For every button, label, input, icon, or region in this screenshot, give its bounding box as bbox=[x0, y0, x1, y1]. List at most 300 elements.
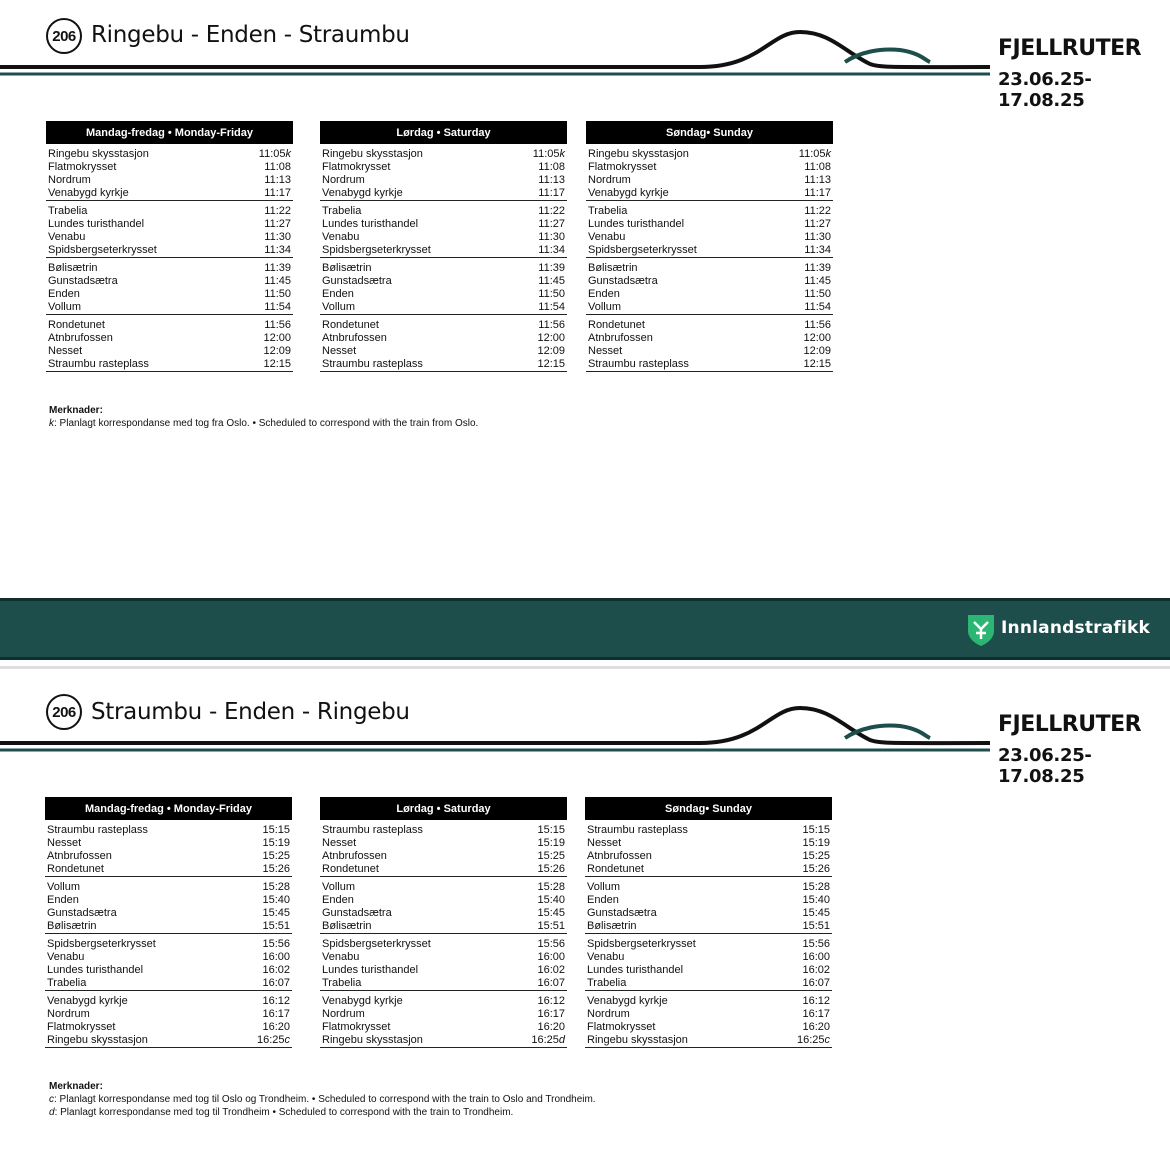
time-value: 12:15 bbox=[803, 358, 831, 370]
departure-time bbox=[259, 148, 291, 161]
departure-time bbox=[264, 319, 291, 332]
time-value: 12:00 bbox=[263, 332, 291, 344]
stop-name: Spidsbergseterkrysset bbox=[588, 244, 697, 256]
table-row bbox=[587, 1034, 830, 1047]
time-value: 11:39 bbox=[264, 262, 291, 274]
time-value: 16:17 bbox=[802, 1008, 830, 1020]
departure-time bbox=[262, 977, 290, 990]
departure-time bbox=[802, 951, 830, 964]
table-row bbox=[322, 863, 565, 876]
departure-time bbox=[262, 964, 290, 977]
table-row bbox=[322, 920, 565, 933]
stop-name: Lundes turisthandel bbox=[47, 964, 144, 976]
departure-time bbox=[802, 881, 830, 894]
stop-group bbox=[586, 147, 833, 201]
brand-band bbox=[0, 598, 1170, 660]
stop-name: Nesset bbox=[322, 345, 357, 357]
stop-group bbox=[46, 261, 293, 315]
departure-time bbox=[531, 1034, 565, 1047]
departure-time bbox=[802, 1021, 830, 1034]
time-value: 16:07 bbox=[802, 977, 830, 989]
departure-time bbox=[537, 977, 565, 990]
stop-group bbox=[320, 937, 567, 991]
time-value: 12:00 bbox=[537, 332, 565, 344]
table-row bbox=[322, 850, 565, 863]
departure-time bbox=[262, 1008, 290, 1021]
departure-time bbox=[264, 161, 291, 174]
table-row bbox=[322, 262, 565, 275]
remark-line bbox=[49, 417, 478, 430]
departure-time bbox=[264, 218, 291, 231]
table-row bbox=[322, 301, 565, 314]
departure-time bbox=[537, 850, 565, 863]
table-row bbox=[48, 301, 291, 314]
table-row bbox=[588, 319, 831, 332]
stop-name: Nordrum bbox=[587, 1008, 630, 1020]
time-value: 15:40 bbox=[537, 894, 565, 906]
table-row bbox=[322, 345, 565, 358]
departure-time bbox=[802, 920, 830, 933]
stop-name: Gunstadsætra bbox=[322, 275, 392, 287]
stop-group bbox=[586, 318, 833, 372]
stop-name: Flatmokrysset bbox=[322, 161, 391, 173]
time-value: 11:05 bbox=[798, 148, 826, 160]
table-row bbox=[47, 977, 290, 990]
innlandstrafikk-logo-text: Innlandstrafikk bbox=[1001, 618, 1151, 638]
stop-name: Venabygd kyrkje bbox=[588, 187, 669, 199]
time-value: 15:45 bbox=[537, 907, 565, 919]
note-marker: k bbox=[285, 148, 291, 160]
time-value: 15:25 bbox=[802, 850, 830, 862]
table-row bbox=[322, 995, 565, 1008]
table-row bbox=[587, 1021, 830, 1034]
time-value: 16:12 bbox=[262, 995, 290, 1007]
time-value: 11:22 bbox=[264, 205, 291, 217]
stop-name: Enden bbox=[322, 894, 354, 906]
table-row bbox=[48, 319, 291, 332]
table-row bbox=[322, 148, 565, 161]
departure-time bbox=[804, 161, 831, 174]
stop-group bbox=[320, 204, 567, 258]
departure-time bbox=[802, 938, 830, 951]
remark-text: : Planlagt korrespondanse med tog fra Oslo. • Scheduled to correspond with the train from Oslo. bbox=[54, 418, 479, 429]
remarks bbox=[49, 1080, 596, 1119]
table-row bbox=[48, 275, 291, 288]
timetable-section-straumbu-ringebu bbox=[0, 676, 1170, 1174]
time-value: 11:39 bbox=[538, 262, 565, 274]
time-value: 11:30 bbox=[538, 231, 565, 243]
time-value: 11:34 bbox=[804, 244, 831, 256]
departure-time bbox=[537, 332, 565, 345]
table-row bbox=[322, 824, 565, 837]
departure-time bbox=[537, 1008, 565, 1021]
stop-name: Bølisætrin bbox=[322, 920, 372, 932]
departure-time bbox=[538, 174, 565, 187]
time-value: 11:30 bbox=[264, 231, 291, 243]
time-value: 11:13 bbox=[264, 174, 291, 186]
time-value: 16:25 bbox=[796, 1034, 825, 1046]
departure-time bbox=[802, 894, 830, 907]
time-value: 11:22 bbox=[804, 205, 831, 217]
time-value: 12:00 bbox=[803, 332, 831, 344]
departure-time bbox=[264, 205, 291, 218]
time-value: 16:02 bbox=[537, 964, 565, 976]
stop-name: Trabelia bbox=[322, 205, 362, 217]
time-value: 16:07 bbox=[537, 977, 565, 989]
note-marker: k bbox=[825, 148, 831, 160]
table-row bbox=[322, 894, 565, 907]
stop-name: Vollum bbox=[322, 301, 356, 313]
departure-time bbox=[802, 964, 830, 977]
departure-time bbox=[537, 837, 565, 850]
departure-time bbox=[538, 218, 565, 231]
time-value: 11:56 bbox=[264, 319, 291, 331]
stop-name: Straumbu rasteplass bbox=[47, 824, 148, 836]
stop-name: Nordrum bbox=[48, 174, 91, 186]
table-row bbox=[322, 358, 565, 371]
timetable-weekdays bbox=[46, 121, 293, 372]
time-value: 11:50 bbox=[264, 288, 291, 300]
departure-time bbox=[262, 850, 290, 863]
time-value: 16:17 bbox=[262, 1008, 290, 1020]
time-value: 15:56 bbox=[802, 938, 830, 950]
stop-name: Venabygd kyrkje bbox=[47, 995, 128, 1007]
departure-time bbox=[257, 1034, 290, 1047]
departure-time bbox=[262, 920, 290, 933]
time-value: 15:45 bbox=[262, 907, 290, 919]
time-value: 11:56 bbox=[538, 319, 565, 331]
departure-time bbox=[263, 358, 291, 371]
remark-key: d bbox=[49, 1107, 55, 1118]
stop-group bbox=[586, 261, 833, 315]
table-row bbox=[588, 288, 831, 301]
table-row bbox=[587, 995, 830, 1008]
stop-name: Enden bbox=[48, 288, 80, 300]
table-row bbox=[322, 837, 565, 850]
table-row bbox=[587, 1008, 830, 1021]
time-value: 11:27 bbox=[538, 218, 565, 230]
time-value: 11:27 bbox=[804, 218, 831, 230]
departure-time bbox=[802, 977, 830, 990]
departure-time bbox=[537, 951, 565, 964]
table-row bbox=[322, 951, 565, 964]
departure-time bbox=[803, 332, 831, 345]
table-row bbox=[587, 837, 830, 850]
table-row bbox=[322, 1021, 565, 1034]
table-row bbox=[47, 938, 290, 951]
departure-time bbox=[533, 148, 565, 161]
remarks bbox=[49, 404, 478, 430]
time-value: 11:27 bbox=[264, 218, 291, 230]
stop-group bbox=[45, 937, 292, 991]
stop-name: Rondetunet bbox=[587, 863, 644, 875]
stop-name: Straumbu rasteplass bbox=[322, 824, 423, 836]
stop-name: Vollum bbox=[588, 301, 622, 313]
departure-time bbox=[264, 262, 291, 275]
table-row bbox=[587, 964, 830, 977]
table-row bbox=[47, 1008, 290, 1021]
stop-name: Straumbu rasteplass bbox=[48, 358, 149, 370]
stop-name: Lundes turisthandel bbox=[322, 218, 419, 230]
stop-name: Spidsbergseterkrysset bbox=[322, 244, 431, 256]
stop-name: Ringebu skysstasjon bbox=[587, 1034, 688, 1046]
departure-time bbox=[538, 187, 565, 200]
departure-time bbox=[264, 288, 291, 301]
stop-name: Lundes turisthandel bbox=[587, 964, 684, 976]
table-row bbox=[47, 824, 290, 837]
table-row bbox=[48, 332, 291, 345]
stop-name: Venabu bbox=[588, 231, 626, 243]
stop-name: Vollum bbox=[587, 881, 621, 893]
time-value: 11:05 bbox=[258, 148, 286, 160]
stop-name: Flatmokrysset bbox=[48, 161, 117, 173]
stop-name: Nesset bbox=[48, 345, 83, 357]
table-row bbox=[322, 275, 565, 288]
stop-group bbox=[320, 147, 567, 201]
table-row bbox=[47, 837, 290, 850]
departure-time bbox=[262, 824, 290, 837]
remark-key: c bbox=[49, 1094, 54, 1105]
time-value: 11:17 bbox=[538, 187, 565, 199]
departure-time bbox=[538, 205, 565, 218]
departure-time bbox=[263, 345, 291, 358]
stop-name: Enden bbox=[588, 288, 620, 300]
table-header: Søndag• Sunday bbox=[585, 797, 832, 820]
departure-time bbox=[799, 148, 831, 161]
time-value: 11:45 bbox=[804, 275, 831, 287]
remarks-title: Merknader: bbox=[49, 405, 103, 416]
stop-name: Venabu bbox=[587, 951, 625, 963]
stop-name: Bølisætrin bbox=[47, 920, 97, 932]
time-value: 11:22 bbox=[538, 205, 565, 217]
time-value: 11:56 bbox=[804, 319, 831, 331]
stop-name: Rondetunet bbox=[322, 319, 379, 331]
table-row bbox=[587, 850, 830, 863]
table-header: Mandag-fredag • Monday-Friday bbox=[45, 797, 292, 820]
departure-time bbox=[538, 275, 565, 288]
stop-name: Atnbrufossen bbox=[47, 850, 112, 862]
departure-time bbox=[538, 244, 565, 257]
table-row bbox=[588, 301, 831, 314]
timetable-saturday bbox=[320, 797, 567, 1048]
time-value: 12:09 bbox=[537, 345, 565, 357]
time-value: 11:39 bbox=[804, 262, 831, 274]
table-row bbox=[322, 218, 565, 231]
time-value: 15:28 bbox=[537, 881, 565, 893]
departure-time bbox=[804, 231, 831, 244]
table-row bbox=[322, 244, 565, 257]
table-row bbox=[322, 231, 565, 244]
route-title: Straumbu - Enden - Ringebu bbox=[91, 699, 410, 725]
departure-time bbox=[264, 275, 291, 288]
table-row bbox=[588, 218, 831, 231]
time-value: 15:15 bbox=[262, 824, 290, 836]
time-value: 15:25 bbox=[537, 850, 565, 862]
stop-name: Venabu bbox=[322, 951, 360, 963]
time-value: 15:51 bbox=[537, 920, 565, 932]
table-row bbox=[47, 964, 290, 977]
table-row bbox=[48, 262, 291, 275]
stop-name: Straumbu rasteplass bbox=[588, 358, 689, 370]
table-header: Søndag• Sunday bbox=[586, 121, 833, 144]
stop-name: Nesset bbox=[322, 837, 357, 849]
table-row bbox=[587, 977, 830, 990]
departure-time bbox=[264, 231, 291, 244]
table-row bbox=[322, 977, 565, 990]
stop-name: Trabelia bbox=[587, 977, 627, 989]
departure-time bbox=[537, 881, 565, 894]
stop-name: Atnbrufossen bbox=[587, 850, 652, 862]
route-number-badge: 206 bbox=[46, 18, 82, 54]
stop-name: Rondetunet bbox=[322, 863, 379, 875]
stop-group bbox=[46, 318, 293, 372]
departure-time bbox=[804, 174, 831, 187]
departure-time bbox=[802, 995, 830, 1008]
validity-dates: 23.06.25-17.08.25 bbox=[998, 745, 1092, 787]
timetable-sunday bbox=[586, 121, 833, 372]
stop-group bbox=[46, 147, 293, 201]
divider bbox=[0, 666, 1170, 669]
time-value: 11:08 bbox=[264, 161, 291, 173]
note-marker: c bbox=[284, 1034, 290, 1046]
table-row bbox=[48, 218, 291, 231]
departure-time bbox=[804, 319, 831, 332]
stop-name: Lundes turisthandel bbox=[322, 964, 419, 976]
time-value: 15:19 bbox=[262, 837, 290, 849]
stop-name: Enden bbox=[587, 894, 619, 906]
stop-name: Lundes turisthandel bbox=[48, 218, 145, 230]
stop-name: Rondetunet bbox=[47, 863, 104, 875]
stop-name: Trabelia bbox=[48, 205, 88, 217]
note-marker: k bbox=[559, 148, 565, 160]
stop-group bbox=[585, 994, 832, 1048]
stop-name: Venabygd kyrkje bbox=[322, 995, 403, 1007]
departure-time bbox=[797, 1034, 830, 1047]
table-row bbox=[588, 345, 831, 358]
table-row bbox=[587, 951, 830, 964]
table-row bbox=[587, 824, 830, 837]
departure-time bbox=[802, 850, 830, 863]
table-row bbox=[322, 288, 565, 301]
stop-name: Straumbu rasteplass bbox=[587, 824, 688, 836]
table-row bbox=[47, 920, 290, 933]
time-value: 15:15 bbox=[537, 824, 565, 836]
remark-text: : Planlagt korrespondanse med tog til Oslo og Trondheim. • Scheduled to correspond with the train to Oslo and Trondheim. bbox=[54, 1094, 596, 1105]
stop-group bbox=[585, 823, 832, 877]
departure-time bbox=[537, 358, 565, 371]
departure-time bbox=[804, 218, 831, 231]
remark-text: : Planlagt korrespondanse med tog til Trondheim • Scheduled to correspond with the train to Trondheim. bbox=[54, 1107, 514, 1118]
stop-name: Gunstadsætra bbox=[47, 907, 117, 919]
table-row bbox=[588, 187, 831, 200]
remark-key: k bbox=[49, 418, 54, 429]
time-value: 15:51 bbox=[262, 920, 290, 932]
departure-time bbox=[264, 244, 291, 257]
stop-name: Atnbrufossen bbox=[48, 332, 113, 344]
table-row bbox=[48, 345, 291, 358]
departure-time bbox=[804, 205, 831, 218]
departure-time bbox=[537, 863, 565, 876]
stop-name: Venabygd kyrkje bbox=[587, 995, 668, 1007]
departure-time bbox=[537, 920, 565, 933]
table-row bbox=[588, 161, 831, 174]
remarks-title: Merknader: bbox=[49, 1081, 103, 1092]
departure-time bbox=[537, 995, 565, 1008]
time-value: 16:20 bbox=[262, 1021, 290, 1033]
stop-name: Nordrum bbox=[322, 1008, 365, 1020]
stop-name: Trabelia bbox=[47, 977, 87, 989]
note-marker: c bbox=[824, 1034, 830, 1046]
stop-name: Atnbrufossen bbox=[588, 332, 653, 344]
time-value: 11:50 bbox=[804, 288, 831, 300]
stop-group bbox=[586, 204, 833, 258]
time-value: 16:20 bbox=[802, 1021, 830, 1033]
stop-name: Vollum bbox=[47, 881, 81, 893]
stop-name: Ringebu skysstasjon bbox=[322, 148, 423, 160]
stop-name: Bølisætrin bbox=[587, 920, 637, 932]
departure-time bbox=[264, 301, 291, 314]
time-value: 16:00 bbox=[537, 951, 565, 963]
table-row bbox=[47, 1034, 290, 1047]
table-row bbox=[588, 262, 831, 275]
table-row bbox=[322, 964, 565, 977]
table-row bbox=[48, 231, 291, 244]
table-row bbox=[587, 881, 830, 894]
departure-time bbox=[804, 187, 831, 200]
stop-name: Gunstadsætra bbox=[588, 275, 658, 287]
time-value: 11:34 bbox=[538, 244, 565, 256]
stop-name: Flatmokrysset bbox=[587, 1021, 656, 1033]
table-row bbox=[588, 205, 831, 218]
departure-time bbox=[537, 824, 565, 837]
departure-time bbox=[802, 837, 830, 850]
departure-time bbox=[262, 951, 290, 964]
stop-group bbox=[585, 880, 832, 934]
stop-group bbox=[320, 318, 567, 372]
brand-name: FJELLRUTER bbox=[998, 36, 1142, 61]
time-value: 15:26 bbox=[537, 863, 565, 875]
time-value: 11:17 bbox=[804, 187, 831, 199]
table-row bbox=[588, 332, 831, 345]
time-value: 15:19 bbox=[802, 837, 830, 849]
route-title: Ringebu - Enden - Straumbu bbox=[91, 22, 410, 48]
departure-time bbox=[538, 161, 565, 174]
departure-time bbox=[538, 231, 565, 244]
time-value: 11:34 bbox=[264, 244, 291, 256]
departure-time bbox=[803, 345, 831, 358]
departure-time bbox=[263, 332, 291, 345]
time-value: 15:28 bbox=[802, 881, 830, 893]
table-row bbox=[322, 1034, 565, 1047]
table-row bbox=[322, 174, 565, 187]
time-value: 16:02 bbox=[802, 964, 830, 976]
time-value: 11:17 bbox=[264, 187, 291, 199]
departure-time bbox=[802, 907, 830, 920]
stop-name: Rondetunet bbox=[48, 319, 105, 331]
table-row bbox=[322, 881, 565, 894]
table-row bbox=[48, 244, 291, 257]
departure-time bbox=[262, 863, 290, 876]
stop-name: Ringebu skysstasjon bbox=[48, 148, 149, 160]
remark-line bbox=[49, 1093, 596, 1106]
departure-time bbox=[262, 995, 290, 1008]
route-number-badge: 206 bbox=[46, 694, 82, 730]
time-value: 15:15 bbox=[802, 824, 830, 836]
stop-name: Gunstadsætra bbox=[322, 907, 392, 919]
departure-time bbox=[262, 881, 290, 894]
timetable-weekdays bbox=[45, 797, 292, 1048]
stop-name: Trabelia bbox=[322, 977, 362, 989]
